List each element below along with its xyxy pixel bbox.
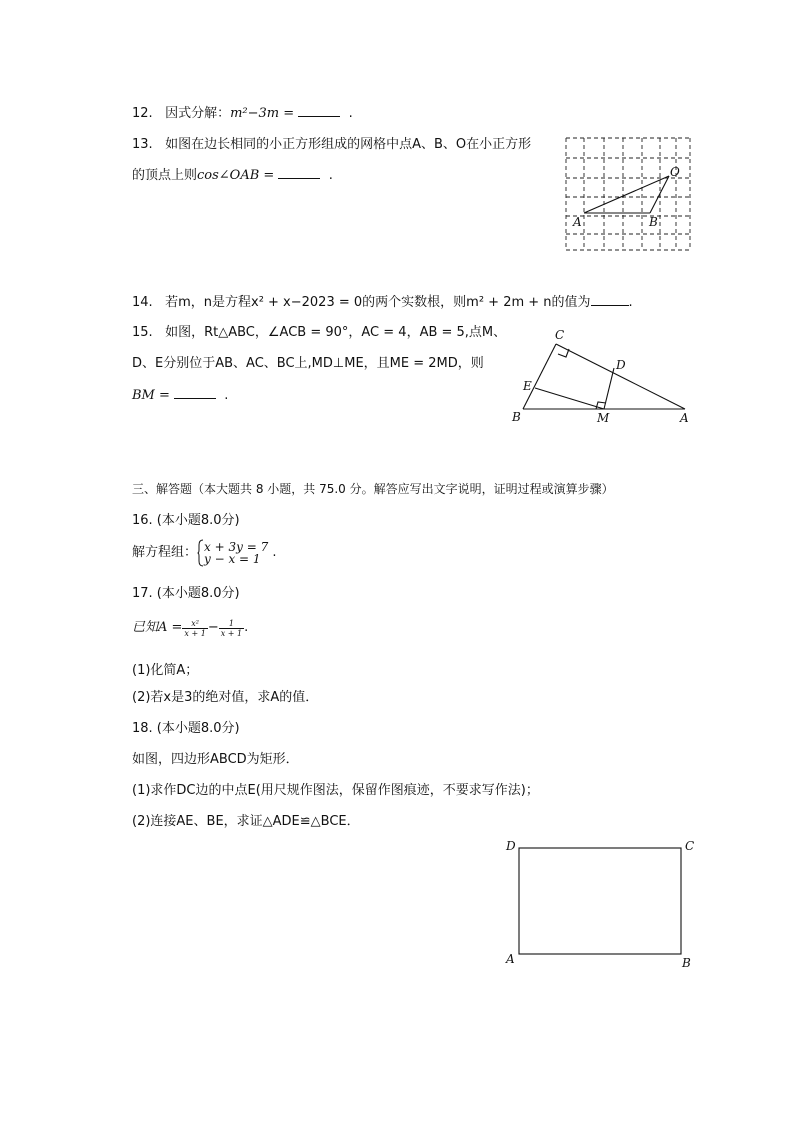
label-A: A <box>506 952 515 966</box>
label-C: C <box>685 839 695 853</box>
equation-1: x + 3y = 7 <box>204 540 269 554</box>
grid-figure <box>560 134 696 254</box>
question-17-header: 17. (本小题8.0分) <box>132 586 240 601</box>
question-16-header: 16. (本小题8.0分) <box>132 513 240 528</box>
question-17-part2: (2)若x是3的绝对值，求A的值． <box>132 690 319 705</box>
answer-blank[interactable] <box>278 166 320 179</box>
section-heading: 三、解答题（本大题共 8 小题，共 75.0 分。解答应写出文字说明，证明过程或演算步骤） <box>132 482 614 496</box>
question-12 <box>132 104 353 123</box>
question-18-header: 18. (本小题8.0分) <box>132 721 240 736</box>
question-number: 13. <box>132 137 153 152</box>
fraction-numerator: 1 <box>228 618 234 628</box>
triangle-figure <box>508 324 698 430</box>
answer-blank[interactable] <box>174 386 216 399</box>
label-C: C <box>555 328 565 342</box>
period: . <box>328 168 333 183</box>
question-number: 14. <box>132 295 153 310</box>
question-15-line3 <box>132 386 228 405</box>
question-17-part1: (1)化简A； <box>132 663 199 678</box>
rectangle-ABCD <box>519 848 681 954</box>
label-M: M <box>597 411 610 425</box>
question-16-body <box>132 538 276 568</box>
math-expression: 已知A = <box>132 620 183 635</box>
fraction-numerator: x² <box>191 618 199 628</box>
label-O: O <box>670 165 680 179</box>
fraction-denominator: x + 1 <box>184 628 206 638</box>
triangle-ABC <box>523 344 685 409</box>
question-18-part1: (1)求作DC边的中点E(用尺规作图法，保留作图痕迹，不要求写作法)； <box>132 783 539 798</box>
fraction-1 <box>182 619 207 638</box>
period: . <box>628 295 633 310</box>
fraction-2 <box>219 619 244 638</box>
label-B: B <box>512 410 521 424</box>
question-text: 如图，Rt△ABC，∠ACB = 90°，AC = 4，AB = 5,点M、 <box>165 325 507 340</box>
label-E: E <box>523 379 532 393</box>
math-expression: cos∠OAB = <box>197 168 275 183</box>
question-18-intro: 如图，四边形ABCD为矩形． <box>132 752 299 767</box>
rectangle-figure <box>500 836 700 970</box>
question-text: 如图在边长相同的小正方形组成的网格中点A、B、O在小正方形 <box>165 137 532 152</box>
fraction-denominator: x + 1 <box>220 628 243 638</box>
question-13-line1 <box>132 136 531 154</box>
question-text: 若m，n是方程x² + x−2023 = 0的两个实数根，则m² + 2m + n的值为 <box>165 295 591 310</box>
period: . <box>244 620 249 635</box>
math-expression: m²−3m = <box>230 106 295 121</box>
label-D: D <box>616 358 626 372</box>
question-number: 15. <box>132 325 153 340</box>
equation-system <box>204 541 268 565</box>
answer-blank[interactable] <box>298 104 340 117</box>
label-A: A <box>573 215 582 229</box>
triangle-OAB <box>584 176 669 213</box>
period: . <box>224 388 229 403</box>
minus-sign: − <box>207 620 219 635</box>
label-A: A <box>680 411 689 425</box>
question-14 <box>132 293 633 312</box>
question-15-line2 <box>132 355 484 373</box>
question-17-body <box>132 614 248 642</box>
answer-blank[interactable] <box>591 293 629 306</box>
question-18-part2: (2)连接AE、BE，求证△ADE≌△BCE． <box>132 814 360 829</box>
question-text: D、E分别位于AB、AC、BC上,MD⊥ME，且ME = 2MD，则 <box>132 356 484 371</box>
math-expression: BM = <box>132 388 170 403</box>
brace-icon <box>197 539 204 567</box>
period: . <box>272 545 277 560</box>
period: . <box>348 106 353 121</box>
equation-2: y − x = 1 <box>204 552 261 566</box>
question-number: 12. <box>132 106 153 121</box>
label-D: D <box>506 839 516 853</box>
label-B: B <box>649 215 658 229</box>
question-text: 解方程组： <box>132 545 198 560</box>
question-text: 的顶点上则 <box>132 168 198 183</box>
question-13-line2 <box>132 166 333 185</box>
question-15-line1 <box>132 324 506 342</box>
label-B: B <box>682 956 691 970</box>
question-text: 因式分解： <box>165 106 231 121</box>
